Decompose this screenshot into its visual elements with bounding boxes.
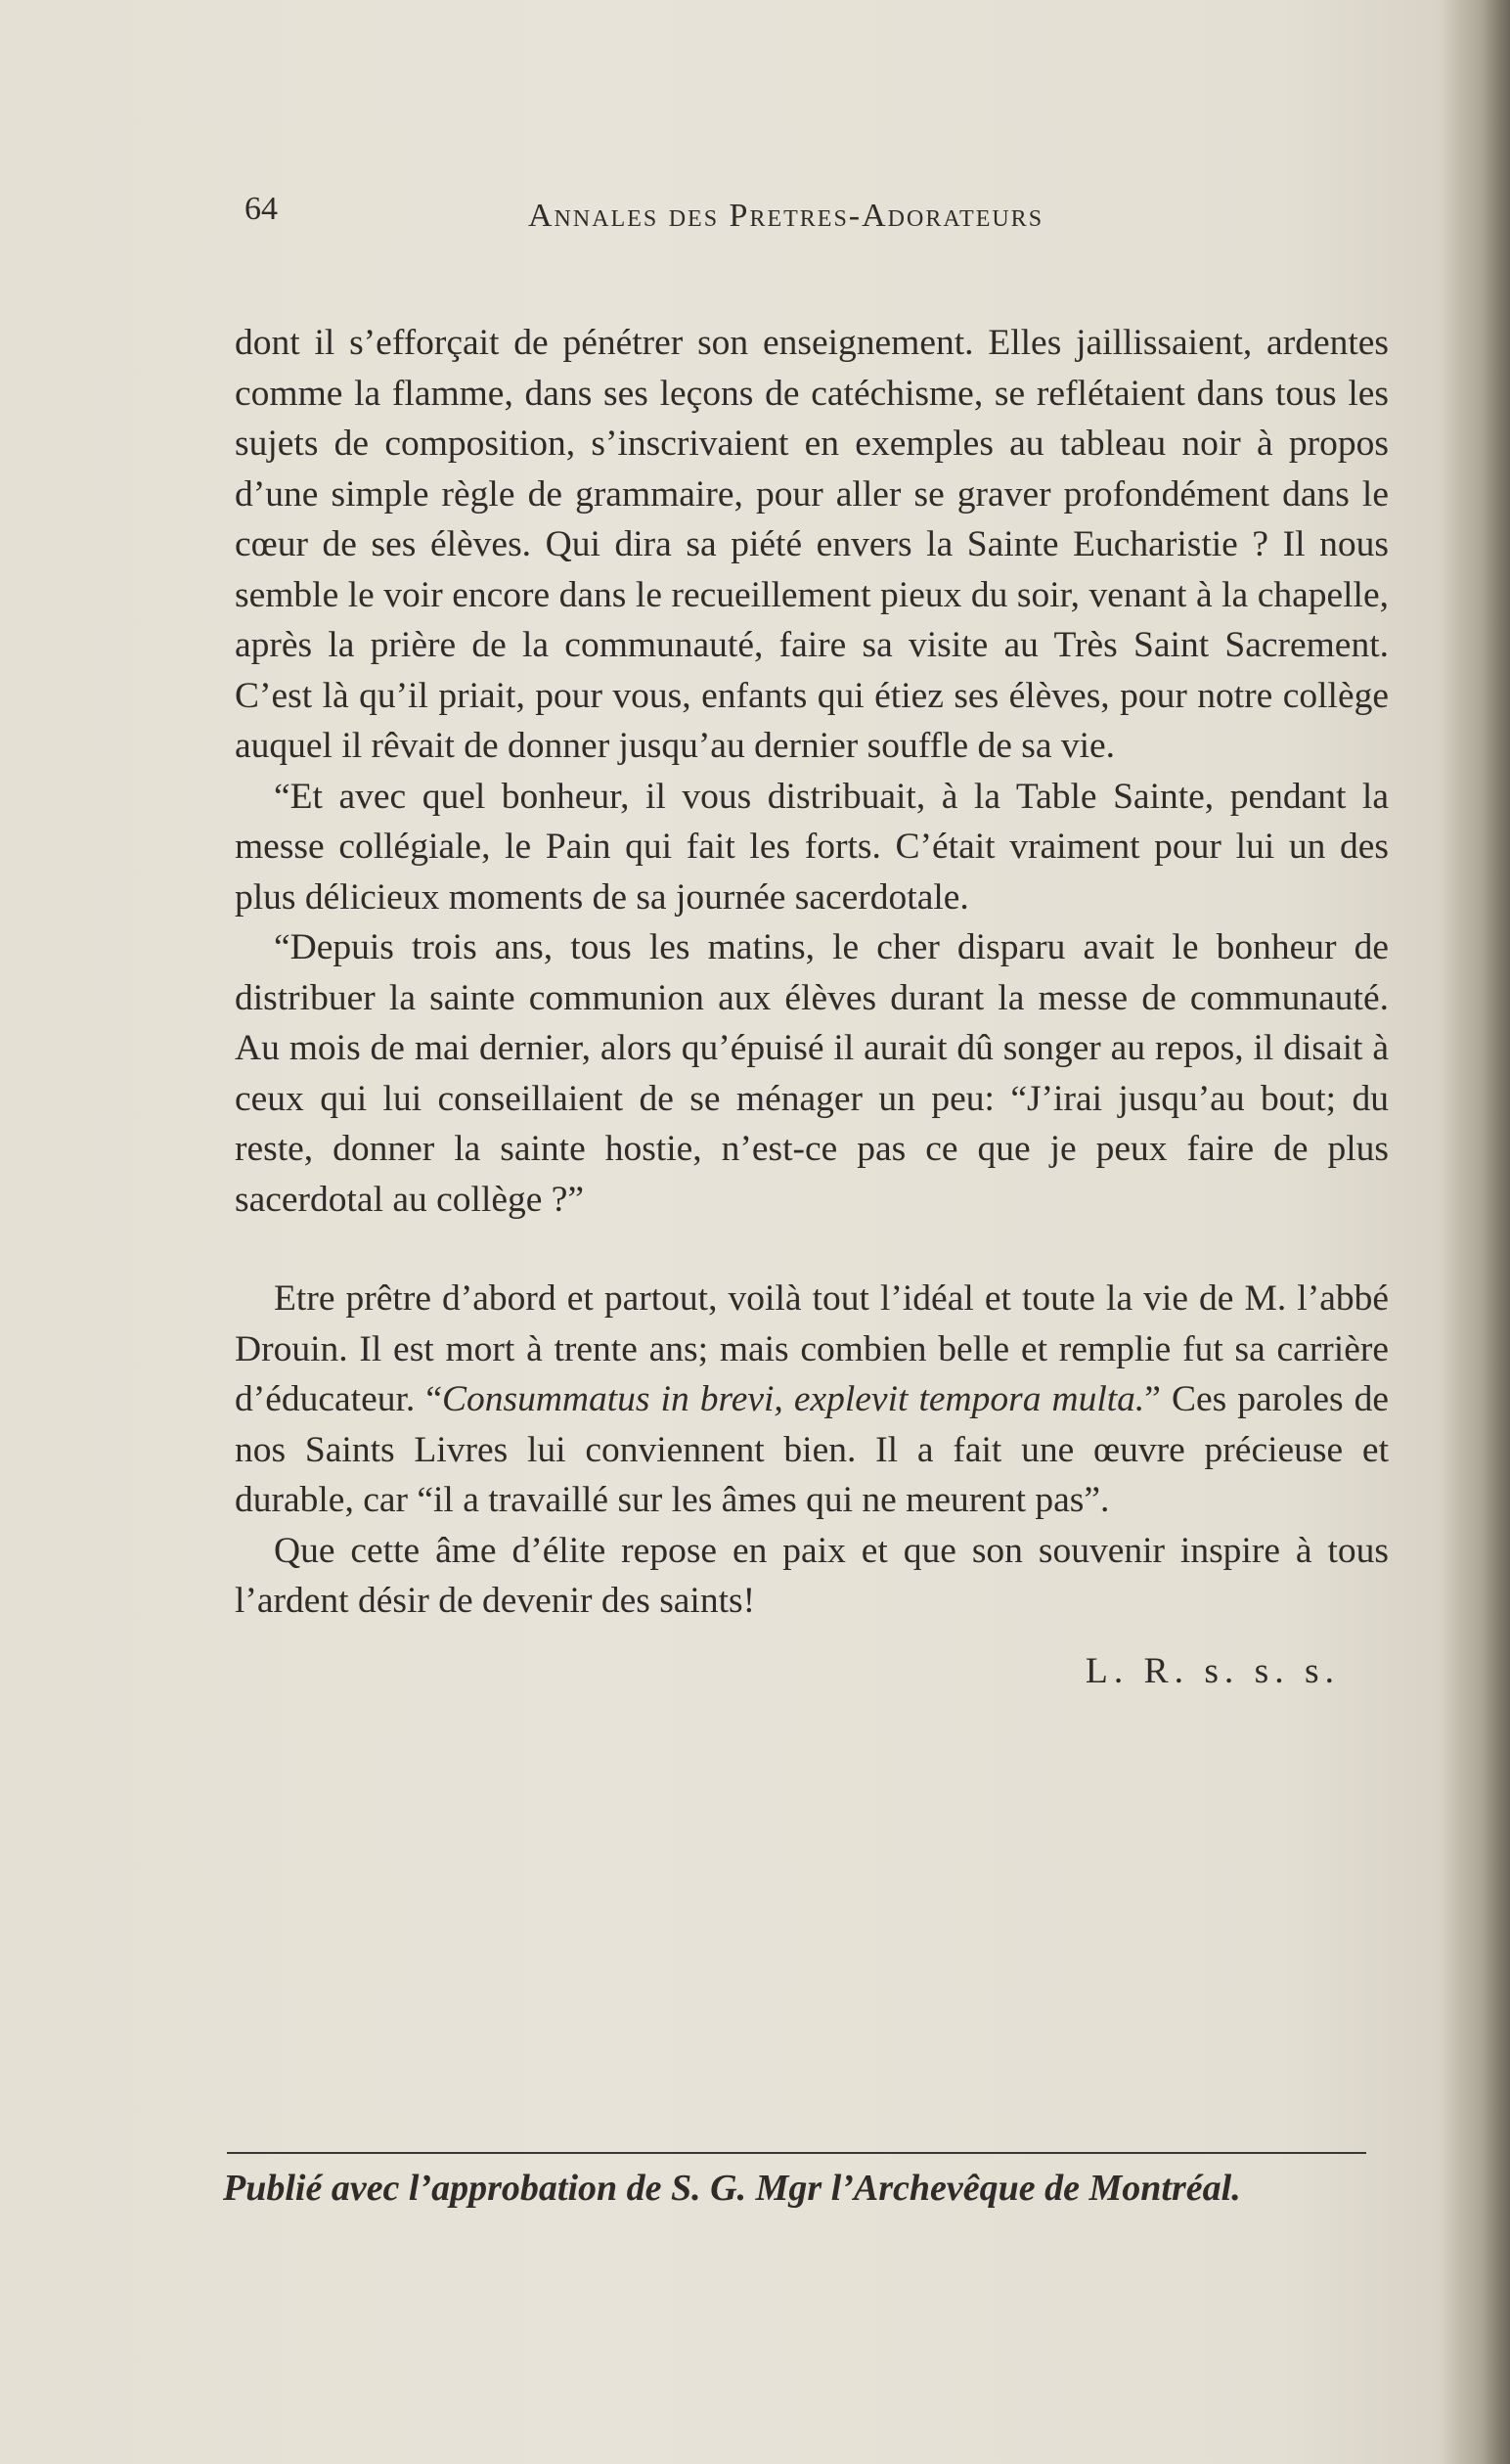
article-body [235, 318, 1389, 1696]
latin-quotation: Consummatus in brevi, explevit tempora multa. [441, 1379, 1145, 1419]
paragraph-5-text: Que cette âme d’élite repose en paix et que son souvenir inspire à tous l’ardent désir de devenir des saints! [235, 1530, 1389, 1621]
paragraph-3-text: “Depuis trois ans, tous les matins, le cher disparu avait le bonheur de distribuer la sainte communion aux élèves durant la messe de communauté. Au mois de mai dernier, alors qu’épuisé il aurait dû songer au repos, il disait à ceux qui lui conseillaient de se ménager un peu: “J’irai jusqu’au bout; du reste, donner la sainte hostie, n’est-ce pas ce que je peux faire de plus sacerdotal au collège ?” [235, 927, 1389, 1220]
section-gap [235, 1225, 1389, 1274]
paragraph-4 [235, 1274, 1389, 1526]
running-title: Annales des Pretres-Adorateurs [528, 198, 1044, 234]
page-number: 64 [244, 191, 278, 227]
page-edge-shadow [1442, 0, 1510, 2464]
paragraph-3 [235, 922, 1389, 1225]
paragraph-1-text: dont il s’efforçait de pénétrer son enseignement. Elles jaillissaient, ardentes comme la flamme, dans ses leçons de catéchisme, se reflétaient dans tous les sujets de composition, s’inscrivaient en exemples au tableau noir à propos d’une simple règle de grammaire, pour aller se graver profondément dans le cœur de ses élèves. Qui dira sa piété envers la Sainte Eucharistie ? Il nous semble le voir encore dans le recueillement pieux du soir, venant à la chapelle, après la prière de la communauté, faire sa visite au Très Saint Sacrement. C’est là qu’il priait, pour vous, enfants qui étiez ses élèves, pour notre collège auquel il rêvait de donner jusqu’au dernier souffle de sa vie. [235, 323, 1389, 766]
signature: L. R. s. s. s. [1085, 1650, 1340, 1691]
paragraph-2 [235, 772, 1389, 923]
paragraph-4-text-b: ” Ces paroles de nos Saints Livres lui conviennent bien. Il a fait une œuvre précieuse et durable, car “il a travaillé sur les âmes qui ne meurent pas”. [235, 1379, 1390, 1520]
paragraph-5 [235, 1526, 1389, 1627]
paragraph-2-text: “Et avec quel bonheur, il vous distribuait, à la Table Sainte, pendant la messe collégiale, le Pain qui fait les forts. C’était vraiment pour lui un des plus délicieux moments de sa journée sacerdotale. [235, 776, 1389, 918]
approval-footer: Publié avec l’approbation de S. G. Mgr l’Archevêque de Montréal. [223, 2168, 1241, 2209]
footer-rule [227, 2152, 1366, 2154]
paragraph-1 [235, 318, 1389, 772]
paragraph-4-text-a: Etre prêtre d’abord et partout, voilà tout l’idéal et toute la vie de M. l’abbé Drouin. Il est mort à trente ans; mais combien belle et remplie fut sa carrière d’éducateur. “ [235, 1278, 1389, 1419]
page-header [244, 186, 1320, 245]
